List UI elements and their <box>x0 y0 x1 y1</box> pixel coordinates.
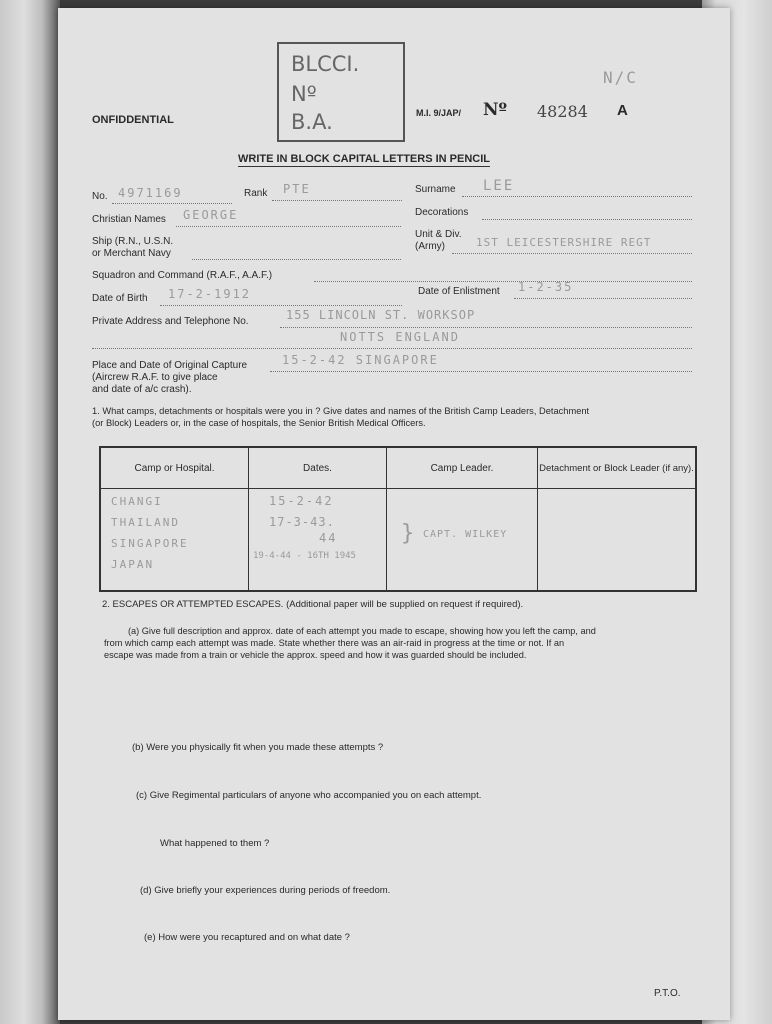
question-2a-line-3: escape was made from a train or vehicle the approx. speed and how it was guarded should be included. <box>104 650 527 660</box>
header-camp: Camp or Hospital. <box>100 447 249 489</box>
dob-value: 17-2-1912 <box>168 287 252 301</box>
capture-label: Place and Date of Original Capture <box>92 360 248 371</box>
christian-names-label: Christian Names <box>92 214 166 225</box>
rank-label: Rank <box>244 188 268 199</box>
question-2-title: 2. ESCAPES OR ATTEMPTED ESCAPES. (Additional paper will be supplied on request if required). <box>102 599 524 610</box>
form-sheet <box>58 8 730 1020</box>
unit-label: Unit & Div. <box>415 229 462 240</box>
block-stamp <box>277 42 405 142</box>
squadron-label: Squadron and Command (R.A.F., A.A.F.) <box>92 270 273 281</box>
handwritten-annotation: N/C <box>603 68 638 87</box>
header-camp-leader: Camp Leader. <box>387 447 538 489</box>
instruction-heading: WRITE IN BLOCK CAPITAL LETTERS IN PENCIL <box>238 153 490 165</box>
decorations-label: Decorations <box>415 207 469 218</box>
question-1: 1. What camps, detachments or hospitals were you in ? Give dates and names of the British Camp Leaders, Detachment <box>92 406 590 416</box>
stamp-line-2: Nº <box>291 82 317 106</box>
unit-value: 1ST LEICESTERSHIRE REGT <box>476 236 652 249</box>
date-entry-3: 44 <box>319 531 338 545</box>
question-2a: (a) Give full description and approx. date of each attempt you made to escape, showing how you left the camp, and <box>128 626 596 636</box>
address-line-2: NOTTS ENGLAND <box>340 330 460 344</box>
question-2a-line-2: from which camp each attempt was made. State whether there was an air-raid in progress at the time or not. If an <box>104 638 565 648</box>
capture-label-3: and date of a/c crash). <box>92 384 192 395</box>
christian-names-value: GEORGE <box>183 208 239 222</box>
date-entry-2: 17-3-43. <box>269 515 335 529</box>
camp-entry-3: SINGAPORE <box>111 537 189 550</box>
pto-label: P.T.O. <box>654 988 681 999</box>
question-1-line-2: (or Block) Leaders or, in the case of hospitals, the Senior British Medical Officers. <box>92 418 426 428</box>
form-number: 48284 <box>537 102 588 121</box>
leader-cell <box>387 489 538 592</box>
camp-cell <box>100 489 249 592</box>
enlistment-label: Date of Enlistment <box>418 286 500 297</box>
leader-brace: } <box>401 521 415 546</box>
stamp-line-1: BLCCI. <box>291 52 360 76</box>
header-detachment: Detachment or Block Leader (if any). <box>538 447 697 489</box>
question-2c: (c) Give Regimental particulars of anyone who accompanied you on each attempt. <box>136 790 482 801</box>
stamp-line-3: B.A. <box>291 110 333 134</box>
ship-label-2: or Merchant Navy <box>92 248 171 259</box>
surname-value: LEE <box>483 178 515 194</box>
camp-entry-4: JAPAN <box>111 558 155 571</box>
header-dates: Dates. <box>249 447 387 489</box>
unit-label-2: (Army) <box>415 241 445 252</box>
dob-label: Date of Birth <box>92 293 148 304</box>
enlistment-value: 1-2-35 <box>518 280 574 294</box>
date-entry-1: 15-2-42 <box>269 494 334 508</box>
camp-entry-1: CHANGI <box>111 495 163 508</box>
no-value: 4971169 <box>118 186 183 200</box>
no-label: No. <box>92 191 108 202</box>
address-line-1: 155 LINCOLN ST. WORKSOP <box>286 308 476 322</box>
camp-table <box>99 446 697 592</box>
question-2b: (b) Were you physically fit when you made these attempts ? <box>132 742 384 753</box>
question-2e: (e) How were you recaptured and on what date ? <box>144 932 350 943</box>
rank-value: PTE <box>283 182 311 196</box>
surname-label: Surname <box>415 184 456 195</box>
number-label: Nº <box>483 100 508 120</box>
camp-entry-2: THAILAND <box>111 516 180 529</box>
form-reference: M.I. 9/JAP/ <box>416 108 462 118</box>
paper-stack-left <box>0 0 60 1024</box>
ship-label: Ship (R.N., U.S.N. <box>92 236 174 247</box>
detachment-cell <box>538 489 697 592</box>
form-suffix: A <box>617 102 628 119</box>
date-entry-4: 19-4-44 - 16TH 1945 <box>253 551 356 561</box>
leader-entry: CAPT. WILKEY <box>423 529 508 540</box>
capture-label-2: (Aircrew R.A.F. to give place <box>92 372 218 383</box>
capture-value: 15-2-42 SINGAPORE <box>282 353 439 367</box>
confidential-heading: ONFIDDENTIAL <box>92 114 174 126</box>
dates-cell <box>249 489 387 592</box>
question-2d: (d) Give briefly your experiences during periods of freedom. <box>140 885 391 896</box>
address-label: Private Address and Telephone No. <box>92 316 249 327</box>
question-2c-followup: What happened to them ? <box>160 838 270 849</box>
